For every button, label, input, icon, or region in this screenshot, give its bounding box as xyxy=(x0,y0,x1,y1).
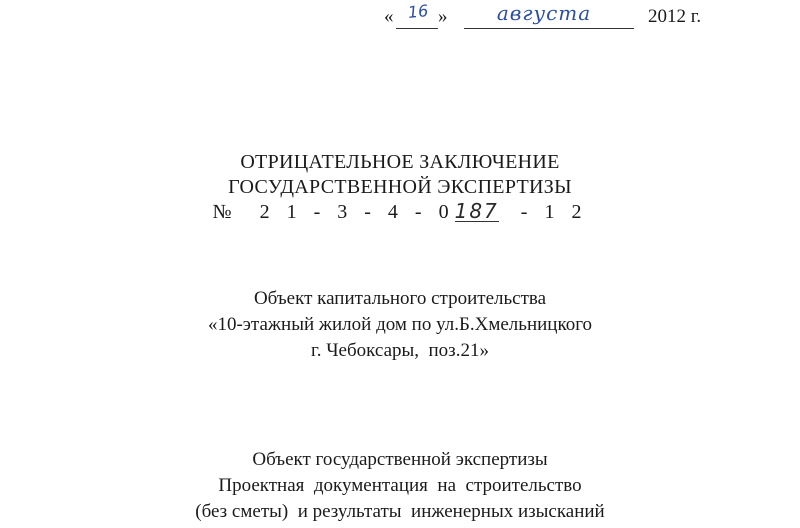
expertise-object-desc-2: (без сметы) и результаты инженерных изысканий xyxy=(195,501,605,522)
capital-object-name: «10-этажный жилой дом по ул.Б.Хмельницкого xyxy=(207,314,593,335)
conclusion-title xyxy=(0,150,800,225)
date-day-underline xyxy=(396,28,438,29)
date-month-underline xyxy=(464,28,634,29)
expertise-object-heading: Объект государственной экспертизы xyxy=(252,449,548,470)
number-prefix: № 2 1 - 3 - 4 - 0 xyxy=(212,201,455,223)
date-line xyxy=(380,0,720,34)
title-line-1: ОТРИЦАТЕЛЬНОЕ ЗАКЛЮЧЕНИЕ xyxy=(240,151,560,173)
date-day-handwritten: 16 xyxy=(406,0,430,23)
expertise-object-desc-1: Проектная документация на строительство xyxy=(218,475,582,496)
number-handwritten: 187 xyxy=(454,199,499,223)
expertise-object-block xyxy=(0,447,800,525)
conclusion-number xyxy=(0,200,800,225)
capital-object-heading: Объект капитального строительства xyxy=(253,288,547,309)
title-line-2: ГОСУДАРСТВЕННОЙ ЭКСПЕРТИЗЫ xyxy=(228,176,572,198)
date-quote-close: » xyxy=(438,6,448,27)
capital-object-block xyxy=(0,286,800,364)
date-month-handwritten: августа xyxy=(496,1,592,25)
date-quote-open: « xyxy=(384,6,394,27)
date-year: 2012 г. xyxy=(648,6,702,27)
capital-object-location: г. Чебоксары, поз.21» xyxy=(311,340,489,361)
number-suffix: - 1 2 xyxy=(498,201,588,223)
